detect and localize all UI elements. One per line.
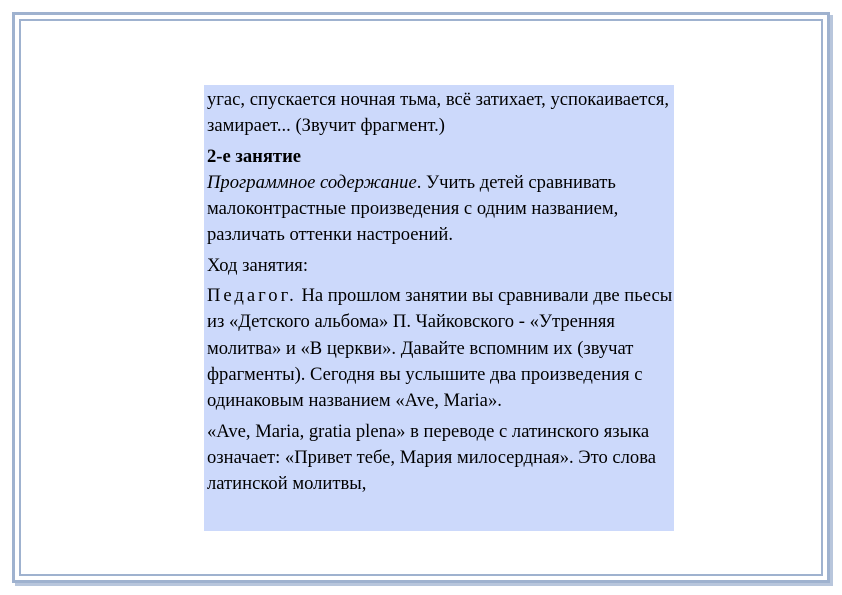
paragraph-program-content (207, 170, 674, 249)
text-content-box (204, 85, 674, 531)
teacher-speech-text: На прошлом занятии вы сравнивали две пьесы из «Детского альбома» П. Чайковского - «Утренняя молитва» и «В церкви». Давайте вспомним их (звучат фрагменты). Сегодня вы услышите два произведения с одинаковым названием «Ave, Maria». (207, 285, 673, 412)
paragraph-ave-maria: «Ave, Maria, gratia plena» в переводе с латинского языка означает: «Привет тебе, Мария милосердная». Это слова латинской молитвы, (207, 420, 657, 495)
program-content-label: Программное содержание (207, 171, 417, 193)
slide-border-shadow-bottom (15, 583, 833, 586)
paragraph-teacher-speech (207, 283, 674, 414)
speaker-label: Педагог. (207, 285, 297, 307)
program-content-text: . Учить детей сравнивать малоконтрастные произведения с одним названием, различать оттенки настроений. (207, 171, 619, 246)
slide-border-shadow-right (830, 15, 833, 583)
paragraph-lesson-course: Ход занятия: (207, 254, 309, 276)
lesson-heading: 2-е занятие (207, 145, 302, 167)
paragraph-intro: угас, спускается ночная тьма, всё затихает, успокаивается, замирает... (Звучит фрагмент.) (207, 89, 670, 137)
